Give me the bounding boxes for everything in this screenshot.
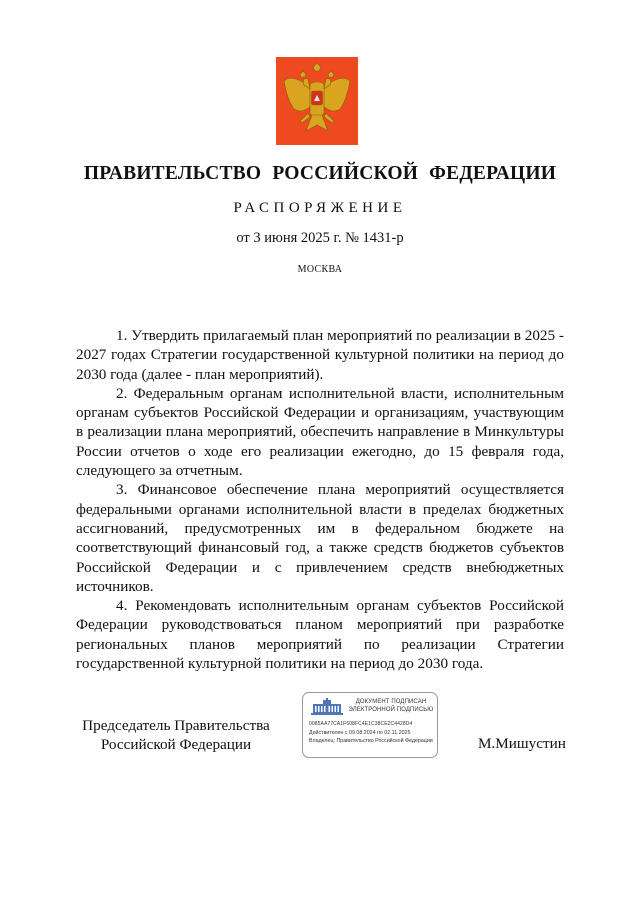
paragraph-3: 3. Финансовое обеспечение плана мероприятий осуществляется федеральными органами исполнительной власти в пределах бюджетных ассигнований, предусмотренных им в федеральном бюджете на соответствующий финансовый год, а также средств бюджетов субъектов Российской Федерации и с привлечением средств внебюджетных источников. [76, 481, 564, 595]
government-title: ПРАВИТЕЛЬСТВО РОССИЙСКОЙ ФЕДЕРАЦИИ [83, 163, 557, 184]
signatory-position-line1: Председатель Правительства [82, 717, 270, 734]
certificate-serial: 0085AA77CA1F608FC4E1C38CE2C4428D4 [309, 721, 413, 727]
paragraph-2: 2. Федеральным органам исполнительной власти, исполнительным органам субъектов Российской Федерации и организациям, участвующим в реализации плана мероприятий, обеспечить направление в Минкультуры России отчетов о ходе его реализации ежегодно, до 15 февраля года, следующего за отчетным. [76, 384, 564, 480]
signatory-position [76, 716, 276, 754]
document-body [76, 326, 564, 673]
signatory-name: М.Мишустин [478, 735, 566, 752]
stamp-heading [347, 699, 435, 714]
coat-of-arms-icon [276, 57, 358, 145]
document-date-number: от 3 июня 2025 г. № 1431-р [236, 230, 404, 246]
certificate-validity: Действителен с 09.08.2024 по 02.11.2025 [309, 730, 411, 736]
paragraph-1: 1. Утвердить прилагаемый план мероприятий по реализации в 2025 - 2027 годах Стратегии государственной культурной политики на период до 2030 года (далее - план мероприятий). [76, 327, 564, 383]
document-city: МОСКВА [297, 264, 343, 275]
certificate-owner: Владелец: Правительство Российской Федерации [309, 738, 433, 744]
stamp-heading-line2: ЭЛЕКТРОННОЙ ПОДПИСЬЮ [348, 706, 434, 713]
stamp-heading-line1: ДОКУМЕНТ ПОДПИСАН [355, 699, 427, 705]
electronic-signature-stamp [302, 692, 438, 758]
signatory-position-line2: Российской Федерации [100, 736, 252, 753]
paragraph-4: 4. Рекомендовать исполнительным органам субъектов Российской Федерации руководствоваться планом мероприятий при разработке региональных планов мероприятий по реализации Стратегии государственной культурной политики на период до 2030 года. [76, 597, 564, 673]
document-type: РАСПОРЯЖЕНИЕ [233, 200, 407, 216]
government-building-icon [309, 698, 345, 716]
